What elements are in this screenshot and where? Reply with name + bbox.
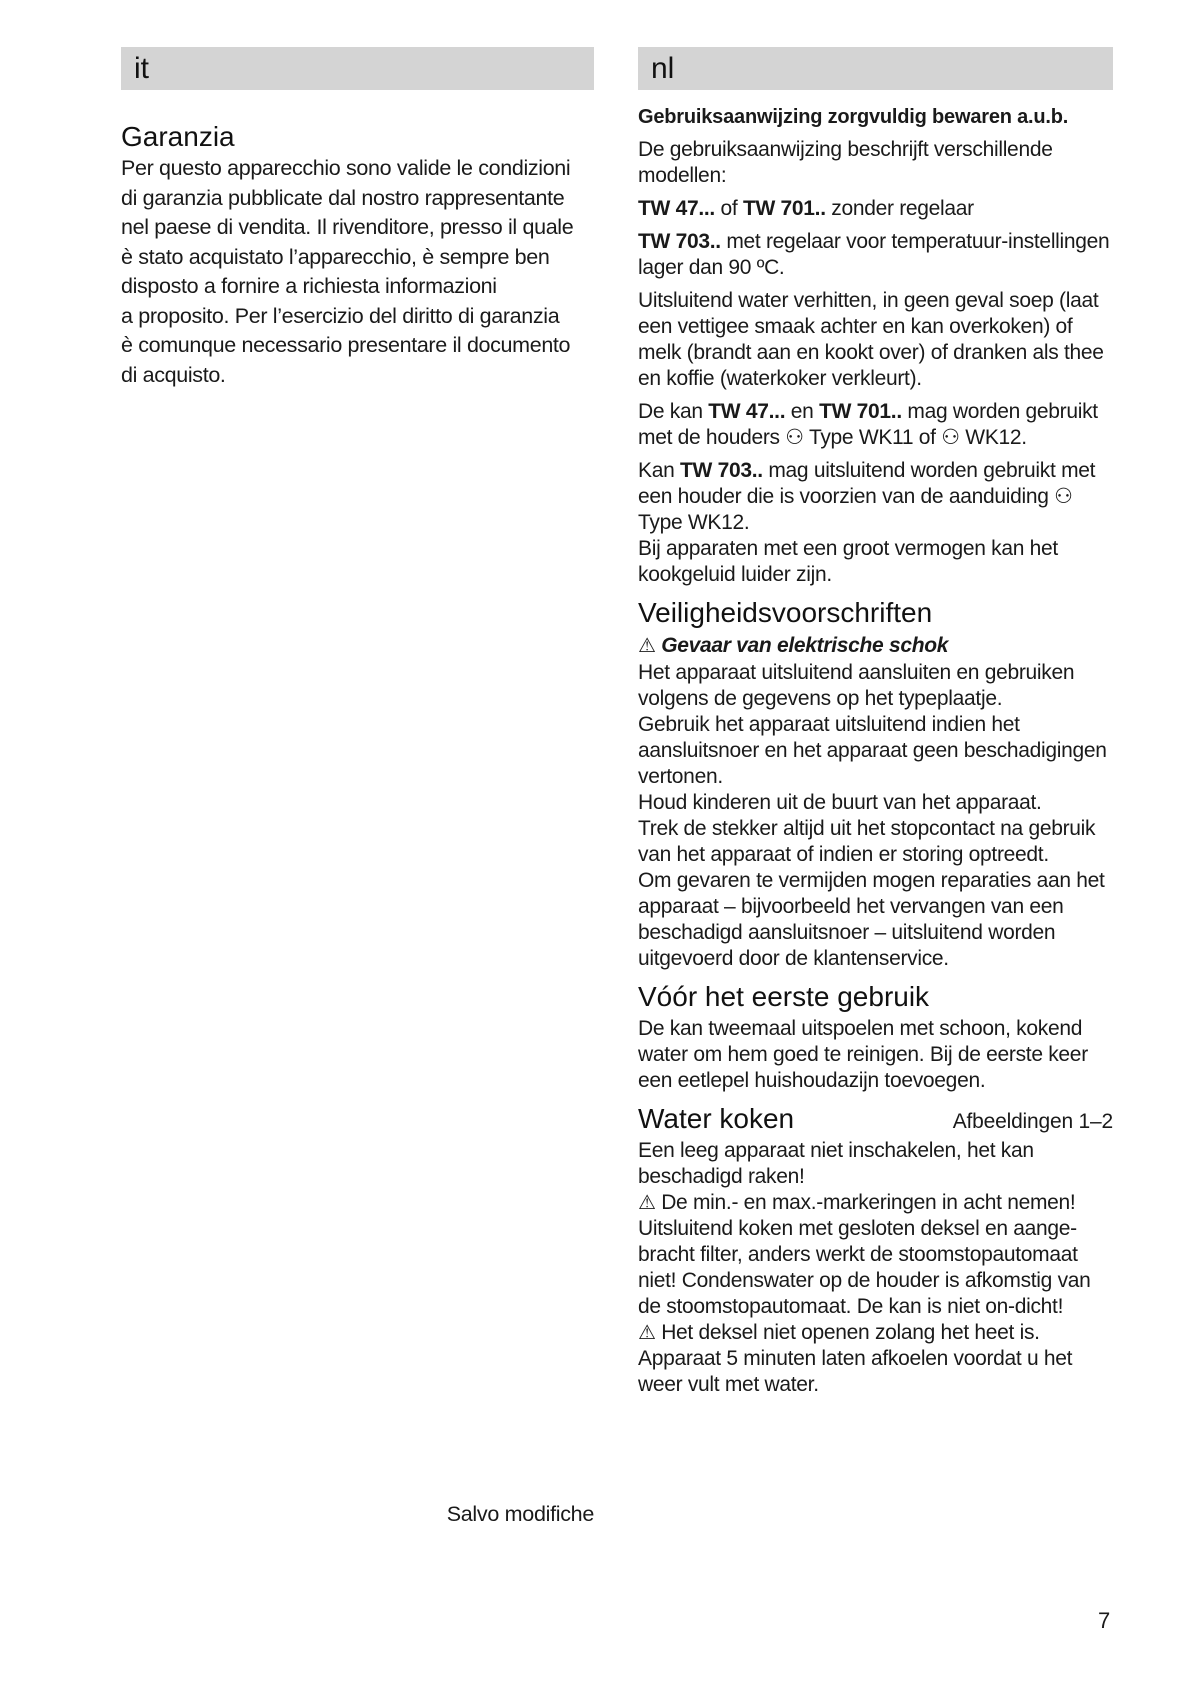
warranty-text (121, 154, 594, 390)
text-line: di acquisto. (121, 362, 226, 387)
text: zonder regelaar (825, 197, 974, 220)
keep-instructions-notice: Gebruiksaanwijzing zorgvuldig bewaren a.u.b. (638, 106, 1069, 128)
page-number: 7 (1098, 1608, 1111, 1633)
text: Het deksel niet openen zolang het heet is. (661, 1321, 1040, 1344)
text-line: di garanzia pubblicate dal nostro rappresentante (121, 185, 565, 210)
warning-icon: ⚠ (638, 635, 656, 657)
model-code: TW 47... (708, 400, 786, 423)
section-title-garanzia: Garanzia (121, 121, 235, 152)
section-title-first-use: Vóór het eerste gebruik (638, 981, 930, 1012)
text-line: nel paese di vendita. Il rivenditore, presso il quale (121, 215, 574, 239)
model-line-2 (638, 229, 1113, 281)
subject-to-change-note: Salvo modifiche (446, 1502, 594, 1526)
text: Gevaar van elektrische schok (661, 634, 949, 657)
boil-warning-line (638, 1190, 1113, 1216)
models-intro: De gebruiksaanwijzing beschrijft verschillende modellen: (638, 138, 1053, 187)
text: De min.- en max.-markeringen in acht nemen! (661, 1191, 1076, 1214)
text: mag worden gebruikt met de houders (638, 400, 1098, 449)
safety-line: Om gevaren te vermijden mogen reparaties aan het apparaat – bijvoorbeeld het vervangen van een beschadigd aansluitsnoer – uitsluitend worden uitgevoerd door de klantenservice. (638, 869, 1105, 970)
text-line: è comunque necessario presentare il documento (121, 333, 571, 357)
boil-warning-line (638, 1320, 1113, 1346)
column-italian (121, 47, 594, 1527)
warning-icon: ⚠ (638, 1322, 656, 1344)
safety-line: Houd kinderen uit de buurt van het apparaat. (638, 791, 1042, 814)
text-line: Per questo apparecchio sono valide le condizioni (121, 156, 571, 180)
model-code: TW 47... (638, 197, 715, 220)
model-code: TW 701.. (819, 400, 902, 423)
boil-line: Een leeg apparaat niet inschakelen, het kan beschadigd raken! (638, 1139, 1034, 1188)
first-use-text: De kan tweemaal uitspoelen met schoon, kokend water om hem goed te reinigen. Bij de eerste keer een eetlepel huishoudazijn toevoegen. (638, 1017, 1088, 1092)
text: Type WK12. (638, 511, 750, 534)
holder-symbol-icon: ⚇ (785, 426, 804, 449)
holder-paragraph-2 (638, 458, 1113, 536)
text: Kan (638, 459, 680, 482)
section-title-safety: Veiligheidsvoorschriften (638, 597, 933, 628)
text: WK12. (959, 426, 1027, 449)
model-code: TW 703.. (638, 230, 721, 253)
warning-icon: ⚠ (638, 1192, 656, 1214)
text-line: a proposito. Per l’esercizio del diritto di garanzia (121, 303, 560, 328)
noise-note: Bij apparaten met een groot vermogen kan het kookgeluid luider zijn. (638, 537, 1058, 586)
text-line: disposto a fornire a richiesta informazioni (121, 274, 497, 298)
text-line: è stato acquistato l’apparecchio, è sempre ben (121, 244, 550, 269)
holder-paragraph-1 (638, 399, 1113, 451)
text: of (714, 197, 743, 220)
water-only-paragraph: Uitsluitend water verhitten, in geen geval soep (laat een vettigee smaak achter en kan overkoken) of melk (brandt aan en kookt over) of dranken als thee en koffie (waterkoker verkleurt). (638, 289, 1104, 390)
safety-line: Het apparaat uitsluitend aansluiten en gebruiken volgens de gegevens op het typeplaatje. (638, 661, 1075, 710)
section-title-boiling: Water koken (638, 1103, 795, 1134)
text: Type WK11 of (803, 426, 942, 449)
model-code: TW 701.. (742, 197, 826, 220)
model-code: TW 703.. (680, 459, 763, 482)
text: en (785, 400, 820, 423)
text: De kan (638, 400, 709, 423)
electric-shock-warning-title (638, 632, 1113, 660)
language-header-it: it (121, 47, 594, 90)
section-title-row-boiling (638, 1102, 1113, 1136)
model-line-1 (638, 196, 1113, 222)
safety-line: Gebruik het apparaat uitsluitend indien het aansluitsnoer en het apparaat geen beschadigingen vertonen. (638, 713, 1107, 788)
text: mag uitsluitend worden gebruikt met een houder die is voorzien van de aanduiding (638, 459, 1096, 508)
language-header-nl: nl (638, 47, 1113, 90)
text: met regelaar voor temperatuur-instellingen lager dan 90 ºC. (638, 230, 1110, 279)
holder-symbol-icon: ⚇ (941, 426, 960, 449)
holder-symbol-icon: ⚇ (1054, 485, 1073, 508)
figure-reference: Afbeeldingen 1–2 (952, 1110, 1113, 1133)
boil-line: Apparaat 5 minuten laten afkoelen voordat u het weer vult met water. (638, 1347, 1073, 1396)
column-dutch (638, 47, 1113, 1398)
boil-line: Uitsluitend koken met gesloten deksel en aange-bracht filter, anders werkt de stoomstopautomaat niet! Condenswater op de houder is afkomstig van de stoomstopautomaat. De kan is niet on-dicht! (638, 1217, 1091, 1318)
safety-line: Trek de stekker altijd uit het stopcontact na gebruik van het apparaat of indien er storing optreedt. (638, 817, 1096, 866)
